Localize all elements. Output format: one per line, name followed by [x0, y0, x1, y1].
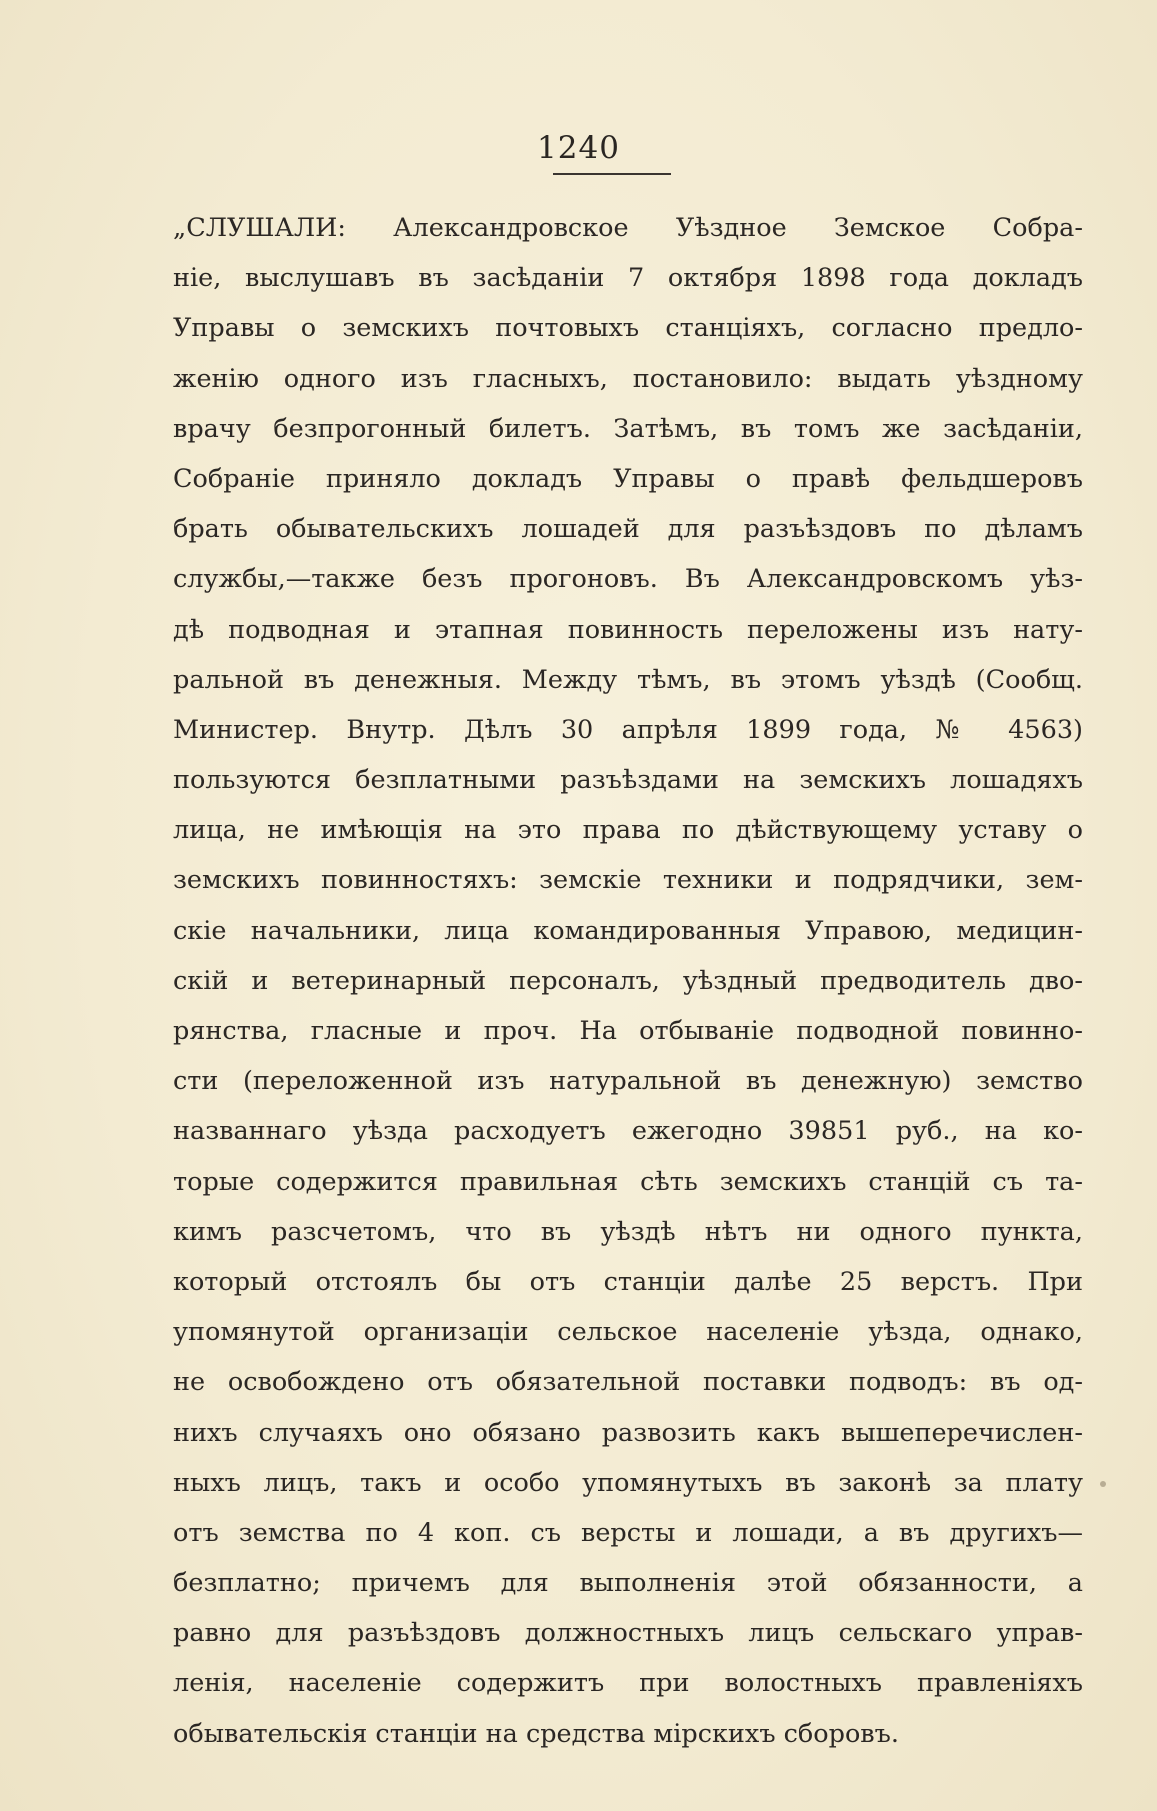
text-line: безплатно; причемъ для выполненія этой обязанности, а: [173, 1568, 1083, 1599]
text-line: отъ земства по 4 коп. съ версты и лошади, а въ другихъ—: [173, 1517, 1083, 1548]
text-line: „СЛУШАЛИ: Александровское Уѣздное Земское Собра-: [173, 213, 1083, 243]
text-line: не освобождено отъ обязательной поставки подводъ: въ од-: [173, 1367, 1083, 1398]
text-line: ніе, выслушавъ въ засѣданіи 7 октября 1898 года докладъ: [173, 263, 1083, 294]
text-line: врачу безпрогонный билетъ. Затѣмъ, въ томъ же засѣданіи,: [173, 413, 1083, 444]
text-line: сти (переложенной изъ натуральной въ денежную) земство: [173, 1066, 1083, 1097]
margin-speck: [1100, 1481, 1106, 1487]
text-line: дѣ подводная и этапная повинность переложены изъ нату-: [173, 614, 1083, 645]
text-line: Собраніе приняло докладъ Управы о правѣ фельдшеровъ: [173, 463, 1083, 494]
text-line: скіе начальники, лица командированныя Управою, медицин-: [173, 915, 1083, 946]
text-line: торые содержится правильная сѣть земскихъ станцій съ та-: [173, 1166, 1083, 1197]
text-line: рянства, гласные и проч. На отбываніе подводной повинно-: [173, 1016, 1083, 1046]
text-line: который отстоялъ бы отъ станціи далѣе 25 верстъ. При: [173, 1266, 1083, 1297]
text-line: женію одного изъ гласныхъ, постановило: выдать уѣздному: [173, 363, 1083, 394]
page-number-rule: [553, 173, 671, 175]
text-line: Управы о земскихъ почтовыхъ станціяхъ, согласно предло-: [173, 313, 1083, 344]
text-line: пользуются безплатными разъѣздами на земскихъ лошадяхъ: [173, 765, 1083, 796]
text-line: брать обывательскихъ лошадей для разъѣздовъ по дѣламъ: [173, 514, 1083, 545]
text-line: ральной въ денежныя. Между тѣмъ, въ этомъ уѣздѣ (Сообщ.: [173, 664, 1083, 695]
text-line: упомянутой организаціи сельское населеніе уѣзда, однако,: [173, 1317, 1083, 1348]
text-line: обывательскія станціи на средства мірскихъ сборовъ.: [173, 1718, 899, 1749]
text-line: равно для разъѣздовъ должностныхъ лицъ сельскаго управ-: [173, 1618, 1083, 1649]
page-number: 1240: [537, 130, 620, 166]
text-line: службы,—также безъ прогоновъ. Въ Александровскомъ уѣз-: [173, 564, 1083, 595]
text-line: кимъ разсчетомъ, что въ уѣздѣ нѣтъ ни одного пункта,: [173, 1216, 1083, 1247]
text-line: нихъ случаяхъ оно обязано развозить какъ вышеперечислен-: [173, 1417, 1083, 1448]
text-line: ныхъ лицъ, такъ и особо упомянутыхъ въ законѣ за плату: [173, 1467, 1083, 1498]
body-paragraph: [173, 203, 1083, 1759]
text-line: скій и ветеринарный персоналъ, уѣздный предводитель дво-: [173, 965, 1083, 996]
text-line: Министер. Внутр. Дѣлъ 30 апрѣля 1899 года, № 4563): [173, 714, 1083, 745]
text-line: названнаго уѣзда расходуетъ ежегодно 39851 руб., на ко-: [173, 1116, 1083, 1147]
text-line: земскихъ повинностяхъ: земскіе техники и подрядчики, зем-: [173, 865, 1083, 896]
text-line: ленія, населеніе содержитъ при волостныхъ правленіяхъ: [173, 1668, 1083, 1699]
text-line: лица, не имѣющія на это права по дѣйствующему уставу о: [173, 815, 1083, 846]
